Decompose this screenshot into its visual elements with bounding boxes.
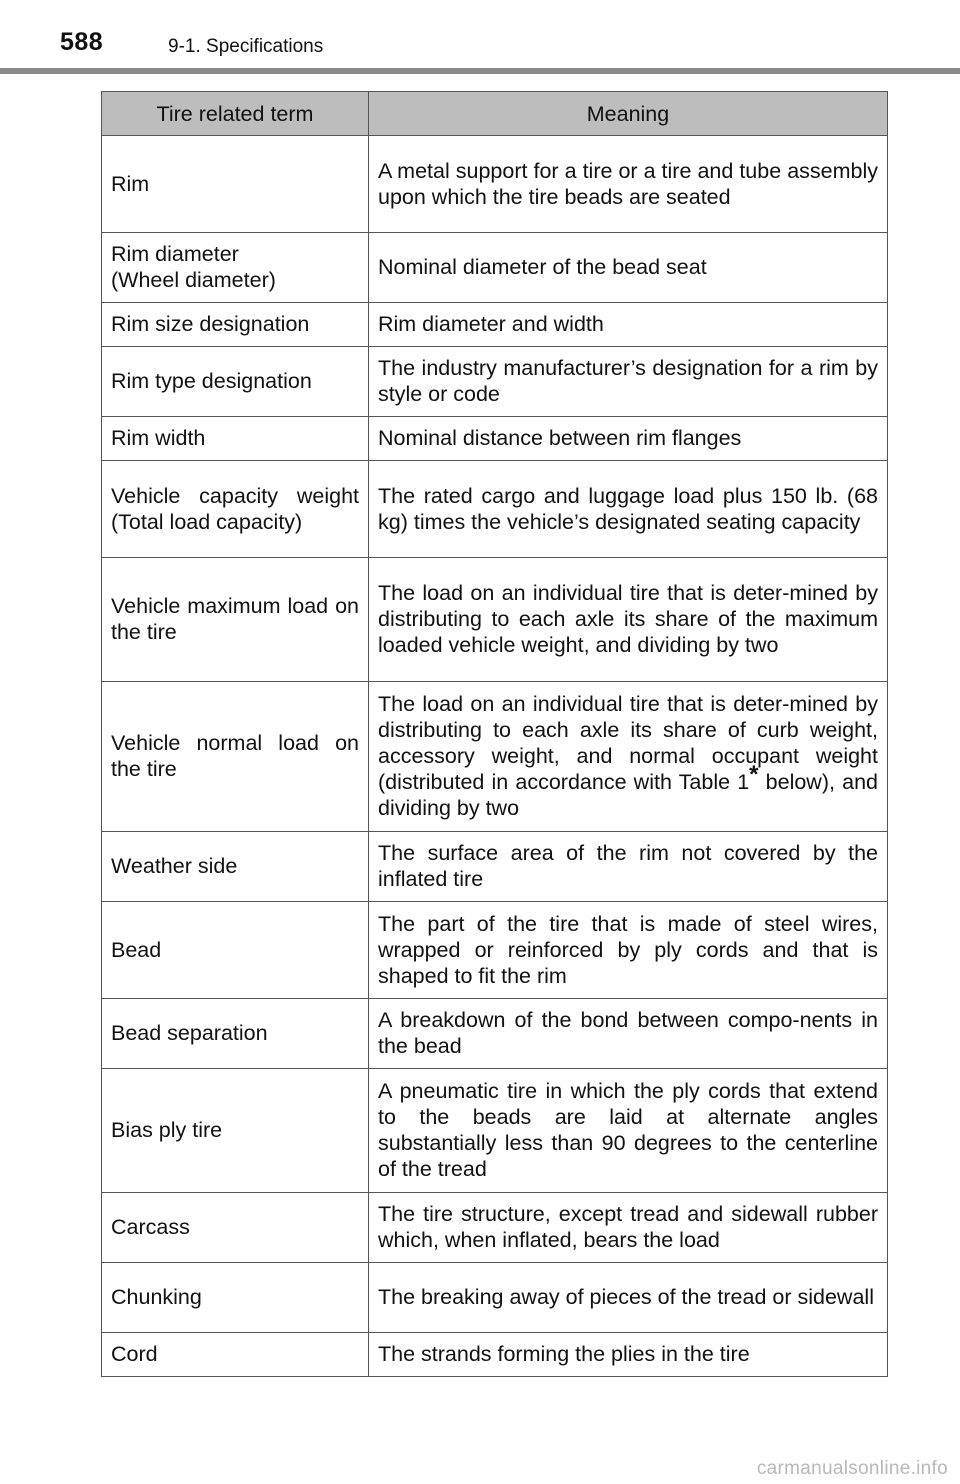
term-cell: Rim size designation xyxy=(102,303,369,347)
term-cell: Vehicle maximum load on the tire xyxy=(102,558,369,682)
meaning-cell: A breakdown of the bond between compo-nents in the bead xyxy=(369,999,888,1069)
meaning-cell: The breaking away of pieces of the tread or sidewall xyxy=(369,1263,888,1333)
table-row xyxy=(102,902,888,999)
watermark: carmanualsonline.info xyxy=(756,1458,948,1479)
table-row xyxy=(102,1069,888,1193)
table-row xyxy=(102,136,888,233)
meaning-text: below), and dividing by two xyxy=(378,770,878,820)
table-row xyxy=(102,832,888,902)
column-header-meaning: Meaning xyxy=(369,92,888,136)
term-cell: Bead xyxy=(102,902,369,999)
meaning-cell: A pneumatic tire in which the ply cords that extend to the beads are laid at alternate angles substantially less than 90 degrees to the centerline of the tread xyxy=(369,1069,888,1193)
term-cell: Carcass xyxy=(102,1193,369,1263)
meaning-cell: The surface area of the rim not covered by the inflated tire xyxy=(369,832,888,902)
table-row xyxy=(102,417,888,461)
footnote-asterisk: * xyxy=(749,761,759,788)
term-cell: Bias ply tire xyxy=(102,1069,369,1193)
meaning-cell: The part of the tire that is made of steel wires, wrapped or reinforced by ply cords and that is shaped to fit the rim xyxy=(369,902,888,999)
table-row xyxy=(102,347,888,417)
tire-terms-table xyxy=(101,91,888,1377)
table-row xyxy=(102,999,888,1069)
meaning-cell: The load on an individual tire that is deter-mined by distributing to each axle its share of the maximum loaded vehicle weight, and dividing by two xyxy=(369,558,888,682)
table-row xyxy=(102,303,888,347)
meaning-cell: The rated cargo and luggage load plus 150 lb. (68 kg) times the vehicle’s designated seating capacity xyxy=(369,461,888,558)
meaning-cell: The industry manufacturer’s designation for a rim by style or code xyxy=(369,347,888,417)
section-title: 9-1. Specifications xyxy=(168,36,324,57)
table-row xyxy=(102,558,888,682)
meaning-cell: Nominal diameter of the bead seat xyxy=(369,233,888,303)
table-row xyxy=(102,1193,888,1263)
meaning-cell: Rim diameter and width xyxy=(369,303,888,347)
term-cell: Bead separation xyxy=(102,999,369,1069)
meaning-cell xyxy=(369,682,888,832)
table-row xyxy=(102,461,888,558)
page-number: 588 xyxy=(60,28,104,56)
term-cell: Vehicle capacity weight (Total load capacity) xyxy=(102,461,369,558)
meaning-cell: A metal support for a tire or a tire and tube assembly upon which the tire beads are seated xyxy=(369,136,888,233)
term-cell xyxy=(102,233,369,303)
term-cell: Rim xyxy=(102,136,369,233)
term-cell: Rim width xyxy=(102,417,369,461)
header-divider xyxy=(0,68,960,74)
table-row xyxy=(102,1333,888,1377)
term-cell: Cord xyxy=(102,1333,369,1377)
table-row xyxy=(102,682,888,832)
table-row xyxy=(102,1263,888,1333)
table-header-row xyxy=(102,92,888,136)
meaning-cell: The tire structure, except tread and sidewall rubber which, when inflated, bears the load xyxy=(369,1193,888,1263)
term-cell: Vehicle normal load on the tire xyxy=(102,682,369,832)
meaning-text: The load on an individual tire that is deter-mined by distributing to each axle its share of curb weight, accessory weight, and normal occupant weight (distributed in accordance with Table 1 xyxy=(378,692,878,794)
table-row xyxy=(102,233,888,303)
column-header-term: Tire related term xyxy=(102,92,369,136)
meaning-cell: The strands forming the plies in the tire xyxy=(369,1333,888,1377)
term-cell: Rim type designation xyxy=(102,347,369,417)
meaning-cell: Nominal distance between rim flanges xyxy=(369,417,888,461)
term-line: Rim diameter (Wheel diameter) xyxy=(111,242,276,292)
term-cell: Chunking xyxy=(102,1263,369,1333)
term-cell: Weather side xyxy=(102,832,369,902)
